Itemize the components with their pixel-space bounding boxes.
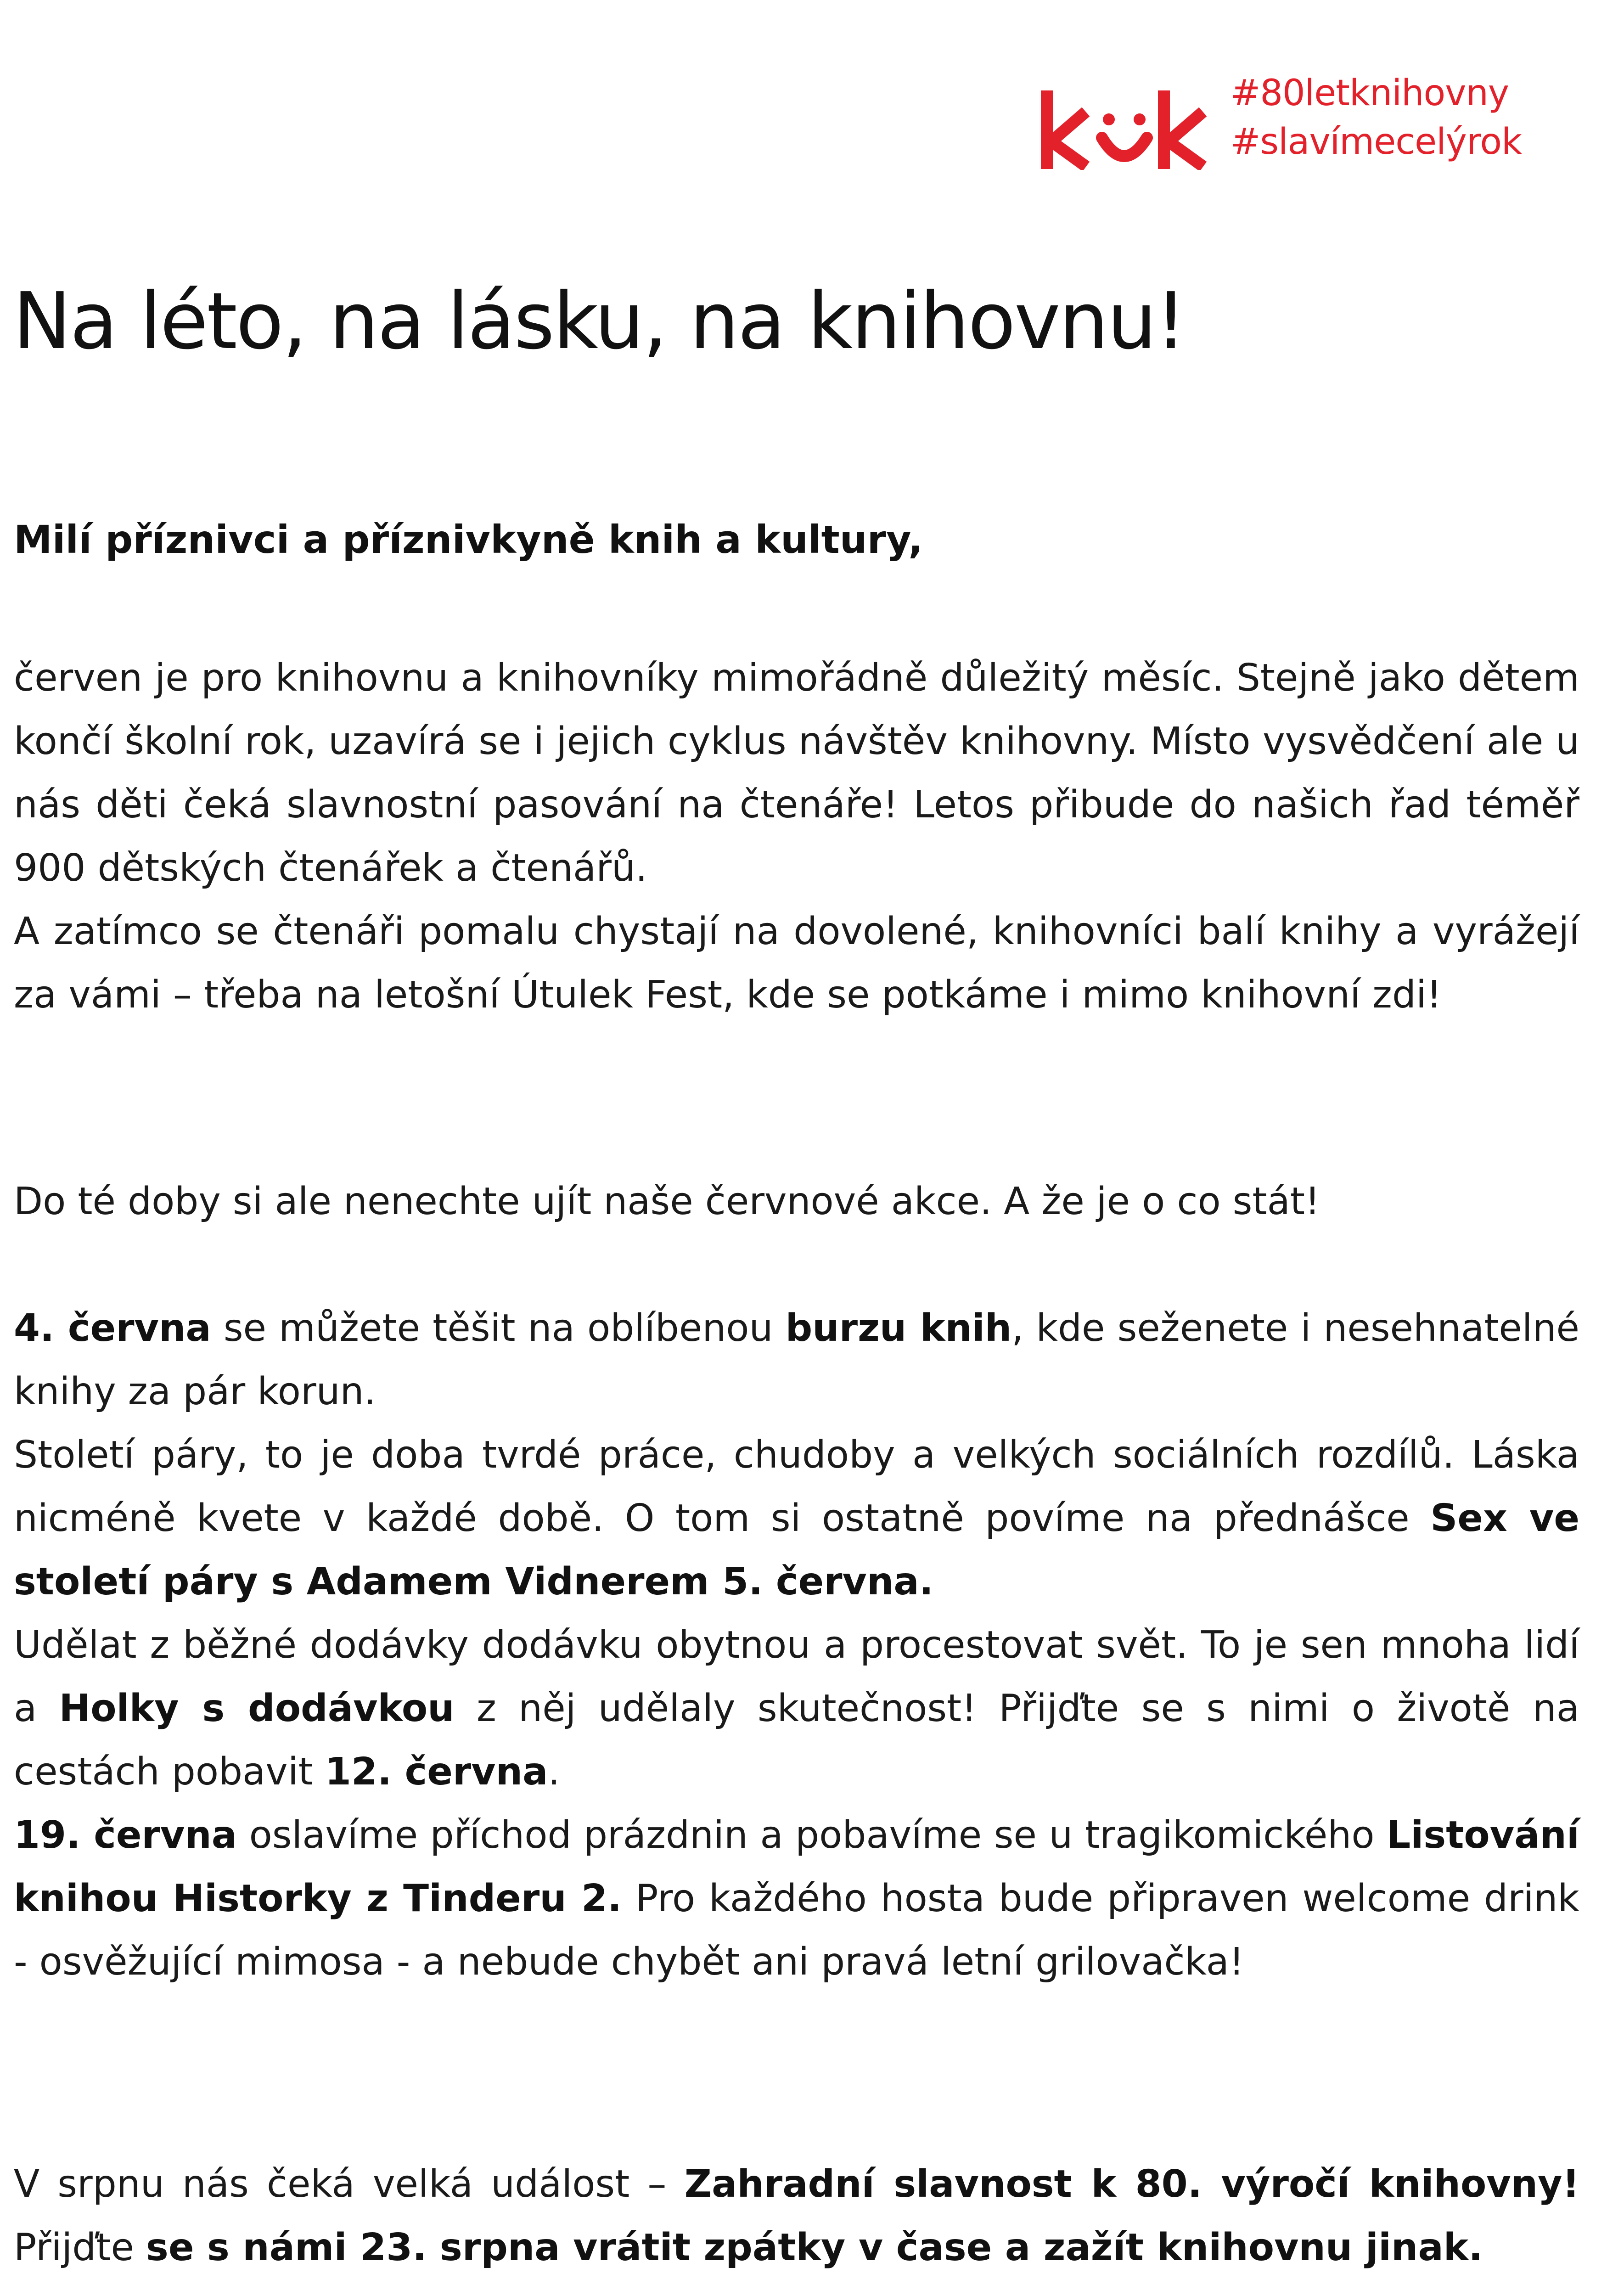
header xyxy=(1038,69,1589,174)
august-event-title: Zahradní slavnost k 80. výročí knihovny! xyxy=(684,2162,1579,2206)
event-tinder-date: 19. června xyxy=(14,1813,237,1857)
hashtag-80-let: #80letknihovny xyxy=(1231,73,1509,114)
salutation: Milí příznivci a příznivkyně knih a kultury, xyxy=(14,517,923,562)
event-burza-date: 4. června xyxy=(14,1306,211,1350)
event-burza xyxy=(14,1297,1579,1424)
event-burza-title: burzu knih xyxy=(785,1306,1012,1350)
hashtag-slavime: #slavímecelýrok xyxy=(1231,121,1522,163)
event-tinder-text-2: Pro každého hosta bude připraven welcome drink - osvěžující mimosa - a nebude chybět ani pravá letní grilovačka! xyxy=(14,1877,1579,1984)
event-tinder-title: Listování knihou Historky z Tinderu 2. xyxy=(14,1813,1580,1920)
august-paragraph xyxy=(14,2153,1579,2279)
august-text-2: Přijďte xyxy=(14,2226,146,2269)
intro-text-2: A zatímco se čtenáři pomalu chystají na dovolené, knihovníci balí knihy a vyrážejí za vámi – třeba na letošní Útulek Fest, kde se potkáme i mimo knihovní zdi! xyxy=(14,910,1579,1017)
event-tinder-text: oslavíme příchod prázdnin a pobavíme se u tragikomického xyxy=(237,1813,1387,1857)
event-sex-title: Sex ve století páry s Adamem Vidnerem 5. června. xyxy=(14,1497,1579,1604)
event-burza-text: se můžete těšit na oblíbenou xyxy=(211,1306,786,1350)
august-event-details: se s námi 23. srpna vrátit zpátky v čase a zažít knihovnu jinak. xyxy=(146,2226,1483,2269)
hashtags xyxy=(1231,69,1598,166)
event-sex xyxy=(14,1424,1579,1614)
event-tinder xyxy=(14,1804,1579,1994)
event-holky-date: 12. června xyxy=(325,1750,548,1794)
page-title: Na léto, na lásku, na knihovnu! xyxy=(13,276,1186,367)
kuk-logo xyxy=(1038,87,1212,170)
event-holky xyxy=(14,1614,1579,1804)
event-sex-text: Století páry, to je doba tvrdé práce, chudoby a velkých sociálních rozdílů. Láska nicméně kvete v každé době. O tom si ostatně povíme na přednášce xyxy=(14,1433,1579,1540)
events-paragraph xyxy=(14,1297,1579,1994)
event-holky-text: Udělat z běžné dodávky dodávku obytnou a procestovat svět. To je sen mnoha lidí a xyxy=(14,1623,1579,1730)
event-holky-title: Holky s dodávkou xyxy=(59,1687,455,1730)
august-text: V srpnu nás čeká velká událost – xyxy=(14,2162,685,2206)
june-intro: Do té doby si ale nenechte ujít naše červnové akce. A že je o co stát! xyxy=(14,1180,1320,1223)
event-holky-end: . xyxy=(548,1750,560,1794)
intro-text: červen je pro knihovnu a knihovníky mimořádně důležitý měsíc. Stejně jako dětem končí školní rok, uzavírá se i jejich cyklus návštěv knihovny. Místo vysvědčení ale u nás děti čeká slavnostní pasování na čtenáře! Letos přibude do našich řad téměř 900 dětských čtenářek a čtenářů. xyxy=(14,656,1579,890)
event-holky-text-2: z něj udělaly skutečnost! Přijďte se s nimi o životě na cestách pobavit xyxy=(14,1687,1579,1794)
intro-paragraph xyxy=(14,647,1579,1027)
event-burza-text-2: , kde seženete i nesehnatelné knihy za pár korun. xyxy=(14,1306,1579,1413)
